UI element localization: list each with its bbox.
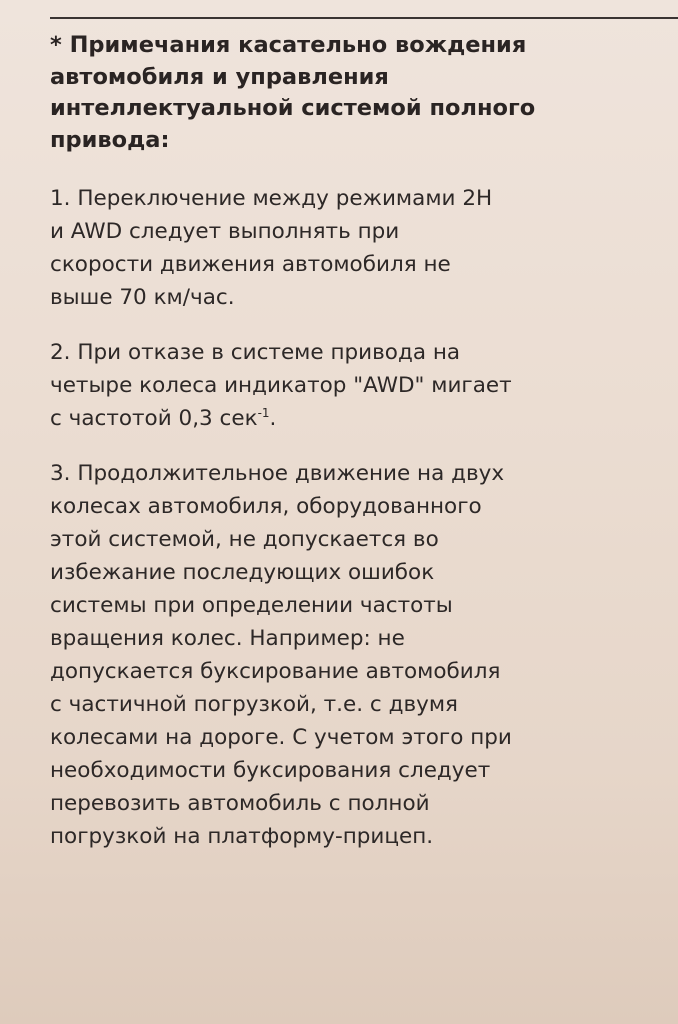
note-2-line-1: 2. При отказе в системе привода на	[50, 340, 461, 365]
note-2-line-2: четыре колеса индикатор "AWD" мигает	[50, 373, 512, 398]
notes-section	[50, 30, 650, 875]
note-2-superscript: -1	[257, 405, 270, 420]
note-2-line-3: с частотой 0,3 сек	[50, 406, 258, 431]
note-3: 3. Продолжительное движение на двух колесах автомобиля, оборудованного этой системой, не допускается во избежание последующих ошибок системы при определении частоты вращения колес. Например: не допускается буксирование автомобиля с частичной погрузкой, т.е. с двумя колесами на дороге. С учетом этого при необходимости буксирования следует перевозить автомобиль с полной погрузкой на платформу-прицеп.	[50, 461, 512, 849]
notes-heading: * Примечания касательно вождения автомобиля и управления интеллектуальной системой полного привода:	[50, 32, 536, 153]
top-rule	[50, 17, 678, 19]
note-2	[50, 336, 650, 435]
note-2-line-3-end: .	[269, 406, 277, 431]
note-1: 1. Переключение между режимами 2H и AWD следует выполнять при скорости движения автомобиля не выше 70 км/час.	[50, 186, 493, 310]
